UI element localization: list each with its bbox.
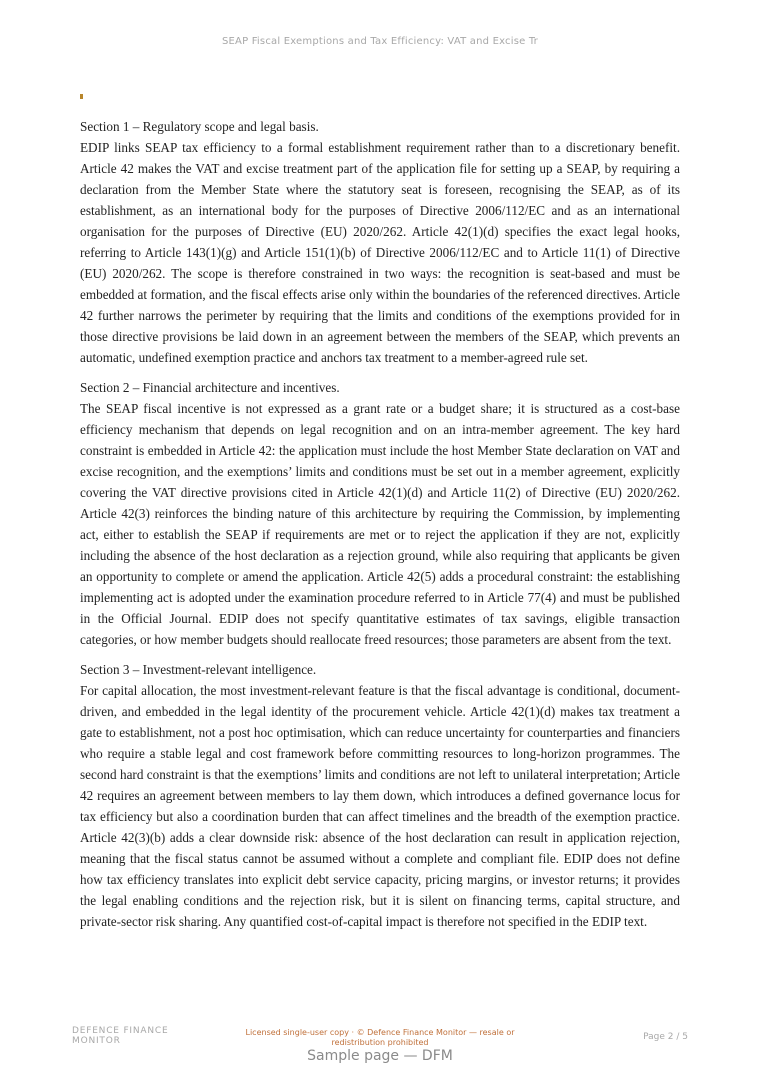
accent-marker — [80, 94, 83, 99]
sample-page-label: Sample page — DFM — [307, 1048, 453, 1064]
document-body — [80, 116, 680, 941]
section-1 — [80, 116, 680, 368]
section-paragraph: For capital allocation, the most investment-relevant feature is that the fiscal advantage is conditional, document-driven, and embedded in the legal identity of the procurement vehicle. Article 42(1)(d) makes tax treatment a gate to establishment, not a post hoc optimisation, which can reduce uncertainty for counterparties and financiers who require a stable legal and cost framework before committing resources to long-horizon programmes. The second hard constraint is that the exemptions’ limits and conditions are not left to unilateral interpretation; Article 42 requires an agreement between members to lay them down, which introduces a defined governance locus for tax efficiency but also a coordination burden that can affect timelines and the breadth of the exemption practice. Article 42(3)(b) adds a clear downside risk: absence of the host declaration can result in application rejection, meaning that the fiscal status cannot be assumed without a complete and compliant file. EDIP does not define how tax efficiency translates into explicit debt service capacity, pricing margins, or investor returns; it provides the legal enabling conditions and the rejection risk, but it is silent on financing terms, capital structure, and private-sector risk sharing. Any quantified cost-of-capital impact is therefore not specified in the EDIP text. — [80, 683, 680, 929]
section-heading: Section 3 – Investment-relevant intelligence. — [80, 662, 317, 677]
license-notice: Licensed single-user copy · © Defence Finance Monitor — resale or redistribution prohibited — [245, 1028, 515, 1047]
running-header: SEAP Fiscal Exemptions and Tax Efficiency: VAT and Excise Tr — [221, 36, 538, 47]
section-heading: Section 2 – Financial architecture and incentives. — [80, 380, 340, 395]
page-number: Page 2 / 5 — [643, 1032, 688, 1042]
section-3 — [80, 659, 680, 932]
publisher-name: DEFENCE FINANCE MONITOR — [72, 1026, 169, 1046]
section-paragraph: The SEAP fiscal incentive is not expressed as a grant rate or a budget share; it is structured as a cost-base efficiency mechanism that depends on legal recognition and on an intra-member agreement. The key hard constraint is embedded in Article 42: the application must include the host Member State declaration on VAT and excise recognition, and the exemptions’ limits and conditions must be set out in a member agreement, explicitly covering the VAT directive provisions cited in Article 42(1)(d) and Article 11(2) of Directive (EU) 2020/262. Article 42(3) reinforces the binding nature of this architecture by requiring the Commission, by implementing act, either to establish the SEAP if requirements are met or to reject the application if they are not, explicitly including the absence of the host declaration as a rejection ground, while also requiring that applicants be given an opportunity to complete or amend the application. Article 42(5) adds a procedural constraint: the establishing implementing act is adopted under the examination procedure referred to in Article 77(4) and must be published in the Official Journal. EDIP does not specify quantitative estimates of tax savings, eligible transaction categories, or how member budgets should reallocate freed resources; those parameters are absent from the text. — [80, 401, 680, 647]
section-2 — [80, 377, 680, 650]
section-heading: Section 1 – Regulatory scope and legal basis. — [80, 119, 319, 134]
section-paragraph: EDIP links SEAP tax efficiency to a formal establishment requirement rather than to a discretionary benefit. Article 42 makes the VAT and excise treatment part of the application file for setting up a SEAP, by requiring a declaration from the Member State where the statutory seat is foreseen, recognising the SEAP, as of its establishment, as an international body for the purposes of Directive 2006/112/EC and as an international organisation for the purposes of Directive (EU) 2020/262. Article 42(1)(d) specifies the exact legal hooks, referring to Article 143(1)(g) and Article 151(1)(b) of Directive 2006/112/EC and to Article 11(1) of Directive (EU) 2020/262. The scope is therefore constrained in two ways: the recognition is seat-based and must be embedded at formation, and the fiscal effects arise only within the boundaries of the referenced directives. Article 42 further narrows the perimeter by requiring that the limits and conditions of the exemptions provided for in those directive provisions be laid down in an agreement between the members of the SEAP, which prevents an automatic, undefined exemption practice and anchors tax treatment to a member-agreed rule set. — [80, 140, 680, 365]
